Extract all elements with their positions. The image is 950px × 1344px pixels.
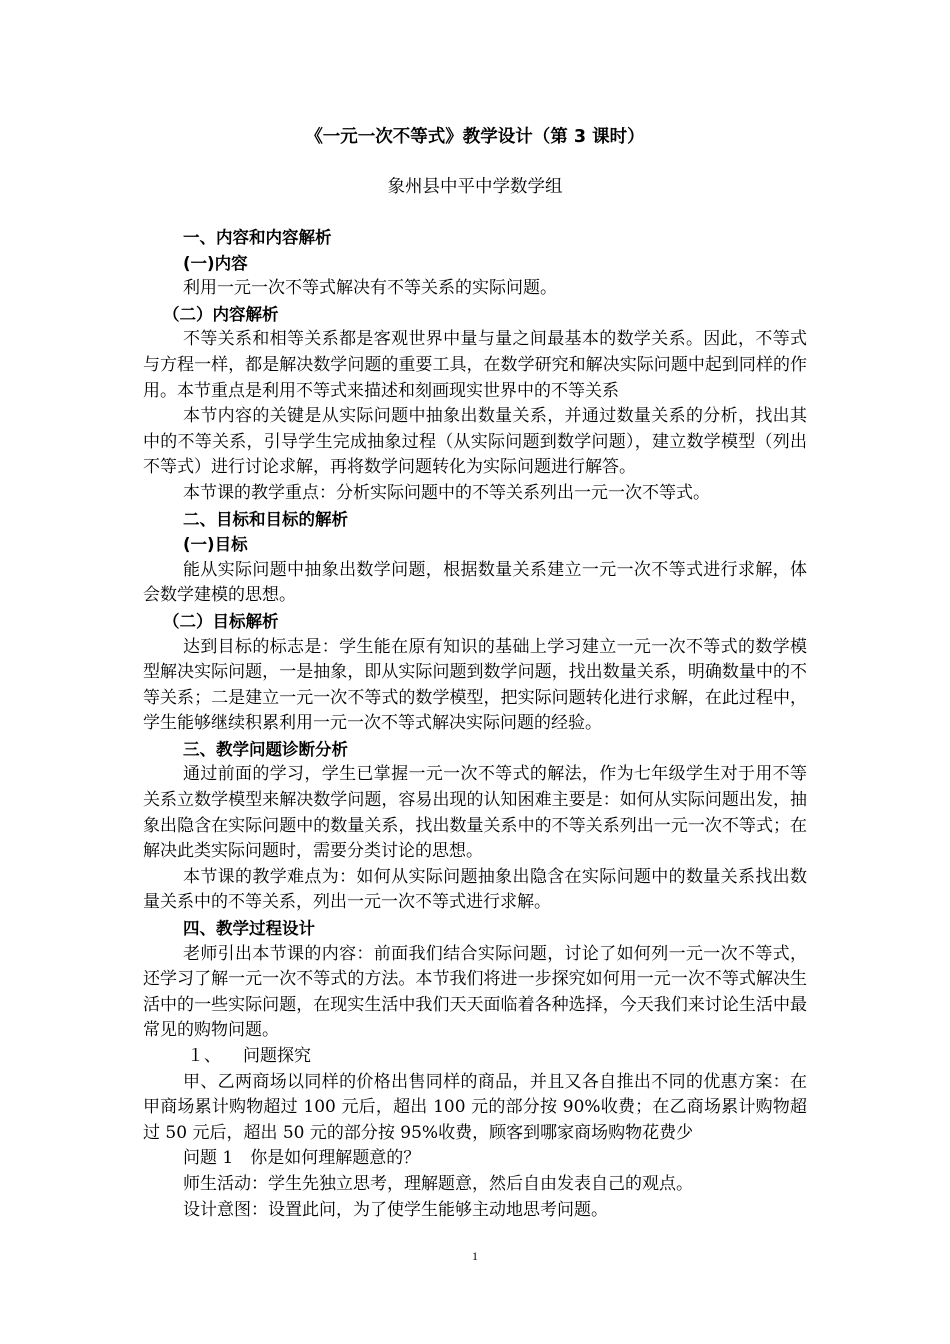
section-heading-4: 四、教学过程设计 — [183, 919, 315, 939]
document-author: 象州县中平中学数学组 — [387, 177, 563, 197]
paragraph: 设计意图：设置此问，为了使学生能够主动地思考问题。 — [183, 1199, 608, 1220]
paragraph: 本节内容的关键是从实际问题中抽象出数量关系，并通过数量关系的分析，找出其中的不等关系，引导学生完成抽象过程（从实际问题到数学问题），建立数学模型（列出不等式）进行讨论求解，再将数学问题转化为实际问题进行解答。 — [143, 406, 807, 478]
paragraph: 不等关系和相等关系都是客观世界中量与量之间最基本的数学关系。因此，不等式与方程一样，都是解决数学问题的重要工具，在数学研究和解决实际问题中起到同样的作用。本节重点是利用不等式来描述和刻画现实世界中的不等关系 — [143, 329, 807, 401]
section-heading-1: 一、内容和内容解析 — [183, 228, 332, 247]
paragraph: 能从实际问题中抽象出数学问题，根据数量关系建立一元一次不等式进行求解，体会数学建模的思想。 — [143, 559, 807, 606]
paragraph: 通过前面的学习，学生已掌握一元一次不等式的解法，作为七年级学生对于用不等关系立数学模型来解决数学问题，容易出现的认知困难主要是：如何从实际问题出发，抽象出隐含在实际问题中的数量关系，找出数量关系中的不等关系列出一元一次不等式；在解决此类实际问题时，需要分类讨论的思想。 — [143, 764, 807, 862]
section-heading-2: 二、目标和目标的解析 — [183, 509, 348, 529]
subheading-goal-analysis: （二）目标解析 — [163, 611, 279, 631]
step-label: 问题探究 — [243, 1046, 311, 1066]
subheading-goal: (一)目标 — [183, 535, 248, 555]
subheading-content: (一)内容 — [183, 253, 248, 273]
paragraph: 师生活动：学生先独立思考，理解题意，然后自由发表自己的观点。 — [183, 1173, 693, 1194]
question: 问题 1 你是如何理解题意的？ — [183, 1148, 421, 1169]
step-number: １、 — [187, 1046, 221, 1066]
subheading-content-analysis: （二）内容解析 — [163, 304, 279, 324]
paragraph: 达到目标的标志是：学生能在原有知识的基础上学习建立一元一次不等式的数学模型解决实际问题，一是抽象，即从实际问题到数学问题，找出数量关系，明确数量中的不等关系；二是建立一元一次不等式的数学模型，把实际问题转化进行求解，在此过程中，学生能够继续积累利用一元一次不等式解决实际问题的经验。 — [143, 636, 807, 734]
document-body — [143, 225, 807, 1223]
paragraph: 甲、乙两商场以同样的价格出售同样的商品，并且又各自推出不同的优惠方案：在甲商场累计购物超过 100 元后，超出 100 元的部分按 90%收费；在乙商场累计购物超过 50 元后，超出 50 元的部分按 95%收费，顾客到哪家商场购物花费少 — [143, 1071, 807, 1143]
document-title: 《一元一次不等式》教学设计（第 3 课时） — [305, 127, 645, 147]
paragraph: 本节课的教学难点为：如何从实际问题抽象出隐含在实际问题中的数量关系找出数量关系中的不等关系，列出一元一次不等式进行求解。 — [143, 866, 807, 913]
paragraph: 利用一元一次不等式解决有不等关系的实际问题。 — [183, 278, 557, 299]
paragraph: 老师引出本节课的内容：前面我们结合实际问题，讨论了如何列一元一次不等式，还学习了解一元一次不等式的方法。本节我们将进一步探究如何用一元一次不等式解决生活中的一些实际问题，在现实生活中我们天天面临着各种选择，今天我们来讨论生活中最常见的购物问题。 — [143, 943, 807, 1041]
paragraph: 本节课的教学重点：分析实际问题中的不等关系列出一元一次不等式。 — [183, 482, 710, 503]
section-heading-3: 三、教学问题诊断分析 — [183, 739, 348, 759]
step-heading — [143, 1044, 807, 1070]
page-number: 1 — [472, 1249, 478, 1263]
